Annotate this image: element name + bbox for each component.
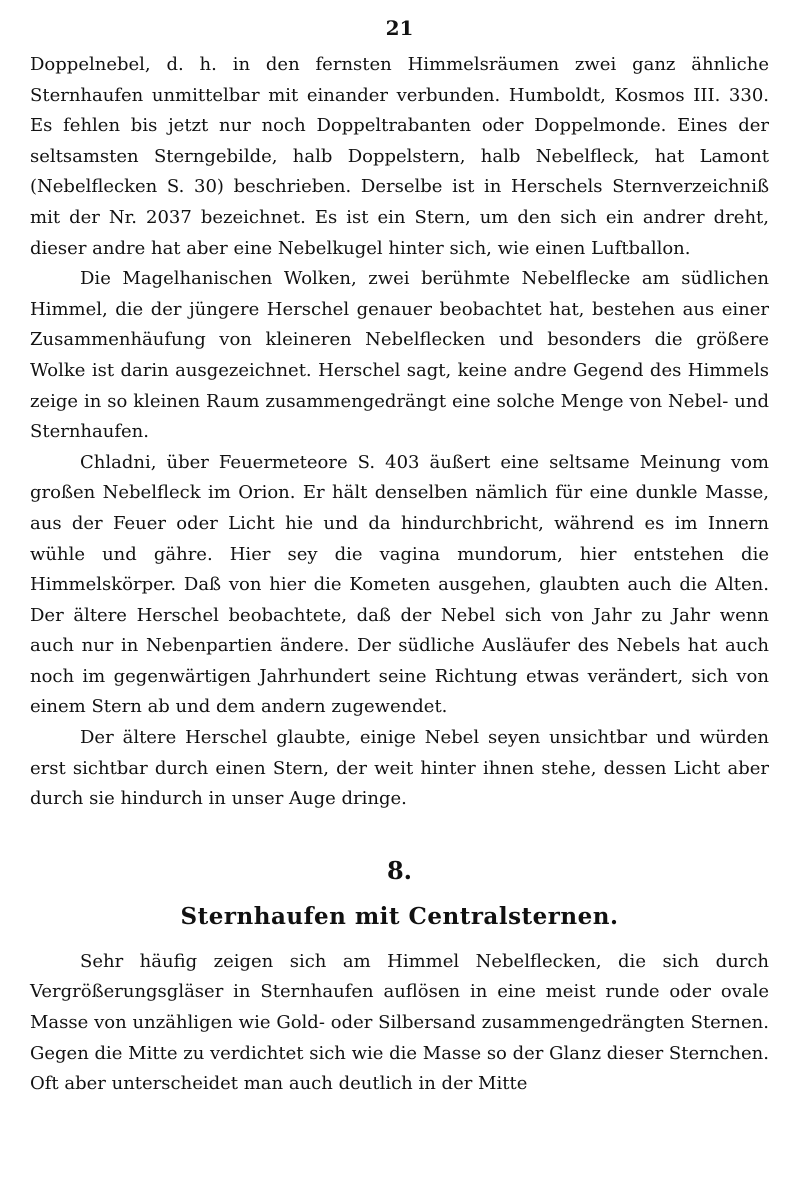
paragraph: Chladni, über Feuermeteore S. 403 äußert eine seltsame Meinung vom großen Nebelfleck im Orion. Er hält denselben nämlich für eine dunkle Masse, aus der Feuer oder Licht hie und da hindurchbricht, während es im Innern wühle und gähre. Hier sey die vagina mundorum, hier entstehen die Himmelskörper. Daß von hier die Kometen ausgehen, glaubten auch die Alten. Der ältere Herschel beobachtete, daß der Nebel sich von Jahr zu Jahr wenn auch nur in Nebenpartien ändere. Der südliche Ausläufer des Nebels hat auch noch im gegenwärtigen Jahrhundert seine Richtung etwas verändert, sich von einem Stern ab und dem andern zugewendet. [30,451,769,718]
paragraph: Der ältere Herschel glaubte, einige Nebel seyen unsichtbar und würden erst sichtbar durch einen Stern, der weit hinter ihnen stehe, dessen Licht aber durch sie hindurch in unser Auge dringe. [30,727,769,810]
section-title: Sternhaufen mit Centralsternen. [180,902,619,930]
section-number: 8. [386,855,413,885]
body-text-top [30,50,769,815]
paragraph: Die Magelhanischen Wolken, zwei berühmte Nebelflecke am südlichen Himmel, die der jüngere Herschel genauer beobachtet hat, bestehen aus einer Zusammenhäufung von kleineren Nebelflecken und besonders die größere Wolke ist darin ausgezeichnet. Herschel sagt, keine andre Gegend des Himmels zeige in so kleinen Raum zusammengedrängt eine solche Menge von Nebel- und Sternhaufen. [30,268,769,443]
paragraph: Sehr häufig zeigen sich am Himmel Nebelflecken, die sich durch Vergrößerungsgläser in Sternhaufen auflösen in eine meist runde oder ovale Masse von unzähligen wie Gold- oder Silbersand zusammengedrängten Sternen. Gegen die Mitte zu verdichtet sich wie die Masse so der Glanz dieser Sternchen. Oft aber unterscheidet man auch deutlich in der Mitte [30,950,769,1095]
paragraph: Doppelnebel, d. h. in den fernsten Himmelsräumen zwei ganz ähnliche Sternhaufen unmittelbar mit einander verbunden. Humboldt, Kosmos III. 330. Es fehlen bis jetzt nur noch Doppeltrabanten oder Doppelmonde. Eines der seltsamsten Sterngebilde, halb Doppelstern, halb Nebelfleck, hat Lamont (Nebelflecken S. 30) beschrieben. Derselbe ist in Herschels Sternverzeichniß mit der Nr. 2037 bezeichnet. Es ist ein Stern, um den sich ein andrer dreht, dieser andre hat aber eine Nebelkugel hinter sich, wie einen Luftballon. [30,54,769,259]
body-text-bottom [30,947,769,1100]
page-number: 21 [385,16,414,40]
